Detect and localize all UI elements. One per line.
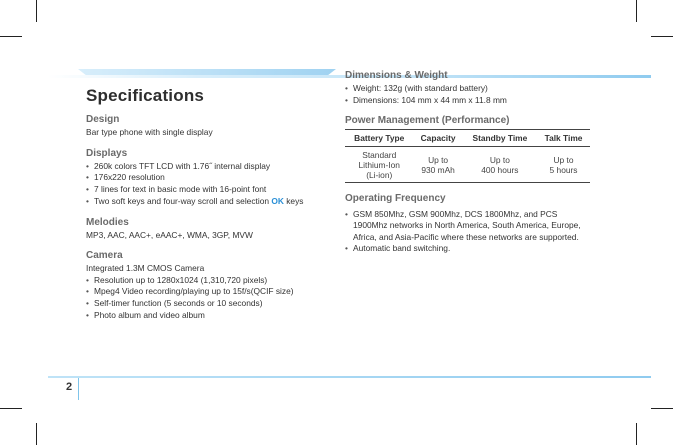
list-item-text: keys — [283, 195, 304, 206]
cell-line: Standard — [362, 149, 397, 160]
list-item: • GSM 850Mhz, GSM 900Mhz, DCS 1800Mhz, and PCS 1900Mhz networks in North America, South America, Europe, Africa, and Asia-Pacific where these networks are supported. — [345, 209, 590, 244]
melodies-text: MP3, AAC, AAC+, eAAC+, WMA, 3GP, MVW — [86, 229, 253, 240]
battery-type-cell — [345, 146, 413, 182]
crop-mark — [636, 0, 637, 22]
melodies-heading: Melodies — [86, 216, 129, 228]
design-section — [86, 114, 326, 139]
column-header: Battery Type — [345, 129, 413, 146]
column-header: Standby Time — [463, 129, 537, 146]
list-item: • Weight: 132g (with standard battery) — [345, 83, 590, 95]
crop-mark — [651, 36, 673, 37]
standby-cell — [463, 146, 537, 182]
list-item: • Photo album and video album — [86, 310, 326, 322]
list-item: • Dimensions: 104 mm x 44 mm x 11.8 mm — [345, 95, 590, 107]
power-section — [345, 115, 590, 183]
camera-heading: Camera — [86, 250, 123, 262]
displays-heading: Displays — [86, 147, 128, 159]
ok-key-label: OK — [271, 195, 284, 206]
dimensions-section — [345, 70, 590, 107]
cell-line: 400 hours — [481, 164, 519, 175]
crop-mark — [636, 423, 637, 445]
crop-mark — [0, 36, 22, 37]
page-title: Specifications — [86, 86, 205, 105]
camera-section — [86, 250, 326, 322]
right-column — [345, 70, 590, 263]
column-header: Capacity — [413, 129, 462, 146]
displays-section — [86, 148, 326, 208]
list-item-text: Two soft keys and four-way scroll and selection — [94, 195, 272, 206]
cell-line: Lithium-Ion — [358, 159, 400, 170]
page-number: 2 — [66, 381, 73, 393]
list-item: • Resolution up to 1280x1024 (1,310,720 pixels) — [86, 275, 326, 287]
left-column — [86, 86, 326, 331]
list-item — [86, 196, 326, 208]
footer-rule — [48, 376, 651, 378]
power-table — [345, 129, 590, 183]
list-item: • Self-timer function (5 seconds or 10 seconds) — [86, 298, 326, 310]
cell-line: Up to — [428, 154, 449, 165]
crop-mark — [0, 408, 22, 409]
talk-time-cell — [537, 146, 590, 182]
cell-line: 5 hours — [549, 164, 578, 175]
footer-tick — [78, 378, 79, 400]
cell-line: (Li-ion) — [366, 169, 393, 180]
cell-line: Up to — [553, 154, 574, 165]
crop-mark — [36, 0, 37, 22]
crop-mark — [651, 408, 673, 409]
design-heading: Design — [86, 114, 120, 125]
capacity-cell — [413, 146, 462, 182]
camera-text: Integrated 1.3M CMOS Camera — [86, 263, 205, 274]
list-item: • 260k colors TFT LCD with 1.76˝ internal display — [86, 161, 326, 173]
dimensions-heading: Dimensions & Weight — [345, 70, 448, 81]
column-header: Talk Time — [537, 129, 590, 146]
frequency-heading: Operating Frequency — [345, 192, 446, 204]
list-item: • Mpeg4 Video recording/playing up to 15f/s(QCIF size) — [86, 286, 326, 298]
table-row — [345, 146, 590, 182]
melodies-section — [86, 217, 326, 242]
list-item: • Automatic band switching. — [345, 243, 590, 255]
list-item: • 7 lines for text in basic mode with 16-point font — [86, 184, 326, 196]
design-text: Bar type phone with single display — [86, 127, 213, 137]
list-item: • 176x220 resolution — [86, 172, 326, 184]
frequency-section — [345, 193, 590, 255]
power-heading: Power Management (Performance) — [345, 114, 510, 126]
cell-line: 930 mAh — [421, 164, 455, 175]
crop-mark — [36, 423, 37, 445]
cell-line: Up to — [489, 154, 510, 165]
